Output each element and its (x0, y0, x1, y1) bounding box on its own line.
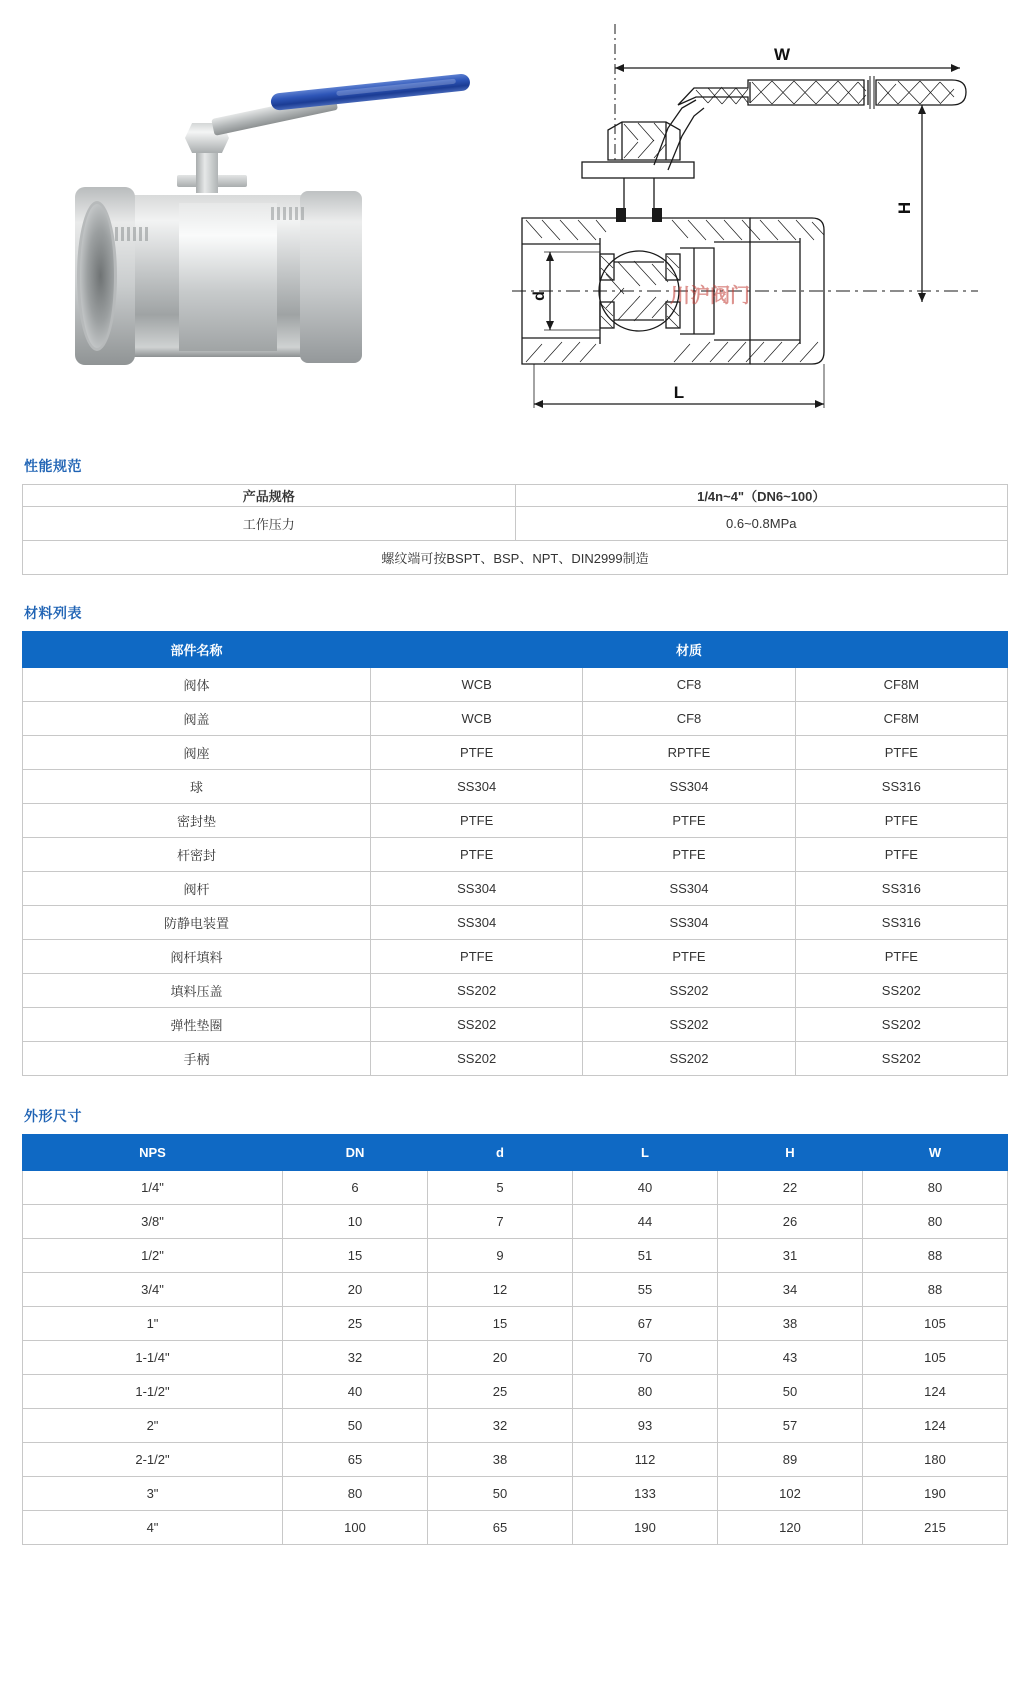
dimension-cell-h: 102 (718, 1477, 863, 1511)
table-row (23, 485, 1008, 507)
material-part-name: 填料压盖 (23, 974, 371, 1008)
dimension-cell-l: 70 (573, 1341, 718, 1375)
dimensions-header-l: L (573, 1135, 718, 1171)
table-row (23, 1511, 1008, 1545)
material-grade-1: PTFE (371, 736, 583, 770)
dimension-cell-d: 65 (428, 1511, 573, 1545)
dimensions-table (22, 1134, 1008, 1545)
performance-value-pressure: 0.6~0.8MPa (515, 507, 1008, 541)
material-grade-2: SS202 (583, 974, 795, 1008)
table-row (23, 838, 1008, 872)
materials-section-title: 材料列表 (24, 605, 82, 621)
dimension-cell-l: 133 (573, 1477, 718, 1511)
performance-value-spec: 1/4n~4"（DN6~100） (515, 485, 1008, 507)
spacer-before-materials (22, 575, 1008, 603)
material-grade-2: SS202 (583, 1042, 795, 1076)
performance-label-pressure: 工作压力 (23, 507, 516, 541)
dimension-cell-nps: 3/8" (23, 1205, 283, 1239)
material-part-name: 阀杆填料 (23, 940, 371, 974)
dimension-cell-d: 20 (428, 1341, 573, 1375)
dimensions-header-w: W (863, 1135, 1008, 1171)
material-grade-1: SS304 (371, 906, 583, 940)
dimension-cell-h: 31 (718, 1239, 863, 1273)
dimension-cell-nps: 1-1/4" (23, 1341, 283, 1375)
table-row (23, 940, 1008, 974)
materials-table-body (23, 668, 1008, 1076)
dimension-cell-dn: 32 (283, 1341, 428, 1375)
dimension-cell-nps: 3/4" (23, 1273, 283, 1307)
table-row (23, 541, 1008, 575)
dimension-label-l: L (673, 383, 685, 402)
dimension-cell-dn: 50 (283, 1409, 428, 1443)
dimension-cell-w: 88 (863, 1239, 1008, 1273)
material-grade-3: PTFE (795, 940, 1007, 974)
dimensions-header-dn: DN (283, 1135, 428, 1171)
material-grade-1: SS202 (371, 1008, 583, 1042)
dimension-cell-w: 190 (863, 1477, 1008, 1511)
dimension-cell-d: 9 (428, 1239, 573, 1273)
table-row (23, 770, 1008, 804)
table-row (23, 736, 1008, 770)
material-grade-1: SS304 (371, 770, 583, 804)
material-grade-2: CF8 (583, 668, 795, 702)
material-grade-3: PTFE (795, 838, 1007, 872)
dimension-cell-dn: 40 (283, 1375, 428, 1409)
material-grade-1: SS202 (371, 1042, 583, 1076)
valve-marking-left (115, 227, 149, 241)
material-part-name: 阀盖 (23, 702, 371, 736)
material-part-name: 弹性垫圈 (23, 1008, 371, 1042)
material-part-name: 手柄 (23, 1042, 371, 1076)
table-row (23, 1375, 1008, 1409)
material-grade-2: PTFE (583, 804, 795, 838)
material-part-name: 密封垫 (23, 804, 371, 838)
dimension-cell-w: 180 (863, 1443, 1008, 1477)
spacer-before-performance (22, 430, 1008, 456)
table-row (23, 1409, 1008, 1443)
dimension-cell-w: 105 (863, 1307, 1008, 1341)
dimension-cell-l: 40 (573, 1171, 718, 1205)
watermark-text: 川沪阀门 (670, 283, 750, 307)
material-grade-1: SS304 (371, 872, 583, 906)
material-grade-3: SS316 (795, 906, 1007, 940)
dimension-cell-h: 26 (718, 1205, 863, 1239)
dimension-cell-nps: 1/4" (23, 1171, 283, 1205)
material-grade-2: SS304 (583, 770, 795, 804)
dimension-cell-h: 38 (718, 1307, 863, 1341)
dimension-cell-nps: 4" (23, 1511, 283, 1545)
materials-header-row (23, 632, 1008, 668)
dimension-cell-w: 80 (863, 1171, 1008, 1205)
dimension-cell-d: 5 (428, 1171, 573, 1205)
material-part-name: 杆密封 (23, 838, 371, 872)
material-grade-3: SS202 (795, 1042, 1007, 1076)
table-row (23, 906, 1008, 940)
material-grade-3: PTFE (795, 804, 1007, 838)
material-grade-1: PTFE (371, 940, 583, 974)
materials-header-part: 部件名称 (23, 632, 371, 668)
dimension-label-h: H (895, 201, 914, 215)
product-photo (22, 0, 482, 430)
dimension-cell-dn: 6 (283, 1171, 428, 1205)
hero-images (22, 0, 1008, 430)
dimension-cell-dn: 15 (283, 1239, 428, 1273)
dimension-cell-dn: 65 (283, 1443, 428, 1477)
material-grade-2: RPTFE (583, 736, 795, 770)
dimension-cell-w: 215 (863, 1511, 1008, 1545)
dimension-label-d: d (531, 291, 548, 301)
material-grade-3: SS202 (795, 1008, 1007, 1042)
material-part-name: 阀座 (23, 736, 371, 770)
dimension-cell-nps: 2-1/2" (23, 1443, 283, 1477)
table-row (23, 1307, 1008, 1341)
material-grade-3: SS316 (795, 770, 1007, 804)
dimension-cell-dn: 10 (283, 1205, 428, 1239)
material-grade-2: PTFE (583, 838, 795, 872)
material-grade-2: SS304 (583, 872, 795, 906)
material-grade-1: SS202 (371, 974, 583, 1008)
material-part-name: 防静电装置 (23, 906, 371, 940)
table-row (23, 1008, 1008, 1042)
cross-section-svg (482, 12, 1008, 422)
dimension-cell-w: 105 (863, 1341, 1008, 1375)
table-row (23, 507, 1008, 541)
dimension-cell-w: 88 (863, 1273, 1008, 1307)
dimension-cell-w: 124 (863, 1409, 1008, 1443)
dimension-cell-d: 32 (428, 1409, 573, 1443)
dimension-cell-nps: 2" (23, 1409, 283, 1443)
table-row (23, 1273, 1008, 1307)
table-row (23, 1171, 1008, 1205)
materials-header-material: 材质 (371, 632, 1008, 668)
material-grade-3: CF8M (795, 702, 1007, 736)
valve-stem (196, 147, 218, 193)
dimension-cell-nps: 1-1/2" (23, 1375, 283, 1409)
dimension-cell-l: 44 (573, 1205, 718, 1239)
dimension-cell-d: 15 (428, 1307, 573, 1341)
dimension-cell-d: 25 (428, 1375, 573, 1409)
table-row (23, 1477, 1008, 1511)
dimension-cell-d: 38 (428, 1443, 573, 1477)
dimension-cell-w: 124 (863, 1375, 1008, 1409)
material-grade-3: SS316 (795, 872, 1007, 906)
valve-threaded-bore (77, 201, 117, 351)
dimension-cell-h: 120 (718, 1511, 863, 1545)
dimension-cell-l: 67 (573, 1307, 718, 1341)
dimension-cell-h: 43 (718, 1341, 863, 1375)
valve-right-end (300, 191, 362, 363)
material-grade-1: WCB (371, 668, 583, 702)
valve-body-midband (179, 203, 277, 351)
material-grade-2: SS304 (583, 906, 795, 940)
dimension-cell-l: 80 (573, 1375, 718, 1409)
material-grade-2: CF8 (583, 702, 795, 736)
material-part-name: 阀体 (23, 668, 371, 702)
valve-marking-right (271, 207, 305, 220)
material-grade-3: PTFE (795, 736, 1007, 770)
performance-thread-note: 螺纹端可按BSPT、BSP、NPT、DIN2999制造 (23, 541, 1008, 575)
performance-section-title: 性能规范 (24, 458, 82, 474)
dimensions-header-nps: NPS (23, 1135, 283, 1171)
lever-handle-grip (270, 73, 471, 111)
material-grade-1: PTFE (371, 804, 583, 838)
dimension-cell-l: 112 (573, 1443, 718, 1477)
dimensions-header-d: d (428, 1135, 573, 1171)
materials-table (22, 631, 1008, 1076)
performance-label-spec: 产品规格 (23, 485, 516, 507)
dimension-cell-d: 50 (428, 1477, 573, 1511)
material-grade-1: PTFE (371, 838, 583, 872)
dimension-cell-l: 51 (573, 1239, 718, 1273)
technical-drawing (482, 0, 1008, 430)
table-row (23, 1341, 1008, 1375)
dimension-cell-l: 190 (573, 1511, 718, 1545)
dimension-cell-dn: 80 (283, 1477, 428, 1511)
dimension-cell-d: 7 (428, 1205, 573, 1239)
dimension-cell-h: 22 (718, 1171, 863, 1205)
dimension-cell-l: 93 (573, 1409, 718, 1443)
dimension-cell-l: 55 (573, 1273, 718, 1307)
table-row (23, 1239, 1008, 1273)
dimension-cell-dn: 100 (283, 1511, 428, 1545)
dimension-cell-w: 80 (863, 1205, 1008, 1239)
table-row (23, 1042, 1008, 1076)
table-row (23, 872, 1008, 906)
dimension-cell-h: 50 (718, 1375, 863, 1409)
material-grade-1: WCB (371, 702, 583, 736)
dimension-cell-nps: 1" (23, 1307, 283, 1341)
material-part-name: 阀杆 (23, 872, 371, 906)
dimension-cell-nps: 1/2" (23, 1239, 283, 1273)
dimension-cell-h: 89 (718, 1443, 863, 1477)
table-row (23, 1205, 1008, 1239)
table-row (23, 1443, 1008, 1477)
dimension-cell-nps: 3" (23, 1477, 283, 1511)
material-part-name: 球 (23, 770, 371, 804)
dimension-cell-h: 57 (718, 1409, 863, 1443)
dimension-cell-d: 12 (428, 1273, 573, 1307)
material-grade-2: PTFE (583, 940, 795, 974)
dimensions-section-title: 外形尺寸 (24, 1108, 82, 1124)
dimension-cell-dn: 25 (283, 1307, 428, 1341)
performance-table (22, 484, 1008, 575)
dimensions-table-body (23, 1171, 1008, 1545)
dimensions-header-row (23, 1135, 1008, 1171)
dimensions-header-h: H (718, 1135, 863, 1171)
table-row (23, 668, 1008, 702)
material-grade-3: CF8M (795, 668, 1007, 702)
material-grade-3: SS202 (795, 974, 1007, 1008)
dimension-label-w: W (773, 45, 791, 64)
dimension-cell-h: 34 (718, 1273, 863, 1307)
table-row (23, 702, 1008, 736)
material-grade-2: SS202 (583, 1008, 795, 1042)
dimension-cell-dn: 20 (283, 1273, 428, 1307)
table-row (23, 804, 1008, 838)
ball-valve-photo-illustration (57, 75, 477, 385)
table-row (23, 974, 1008, 1008)
spacer-before-dimensions (22, 1076, 1008, 1106)
